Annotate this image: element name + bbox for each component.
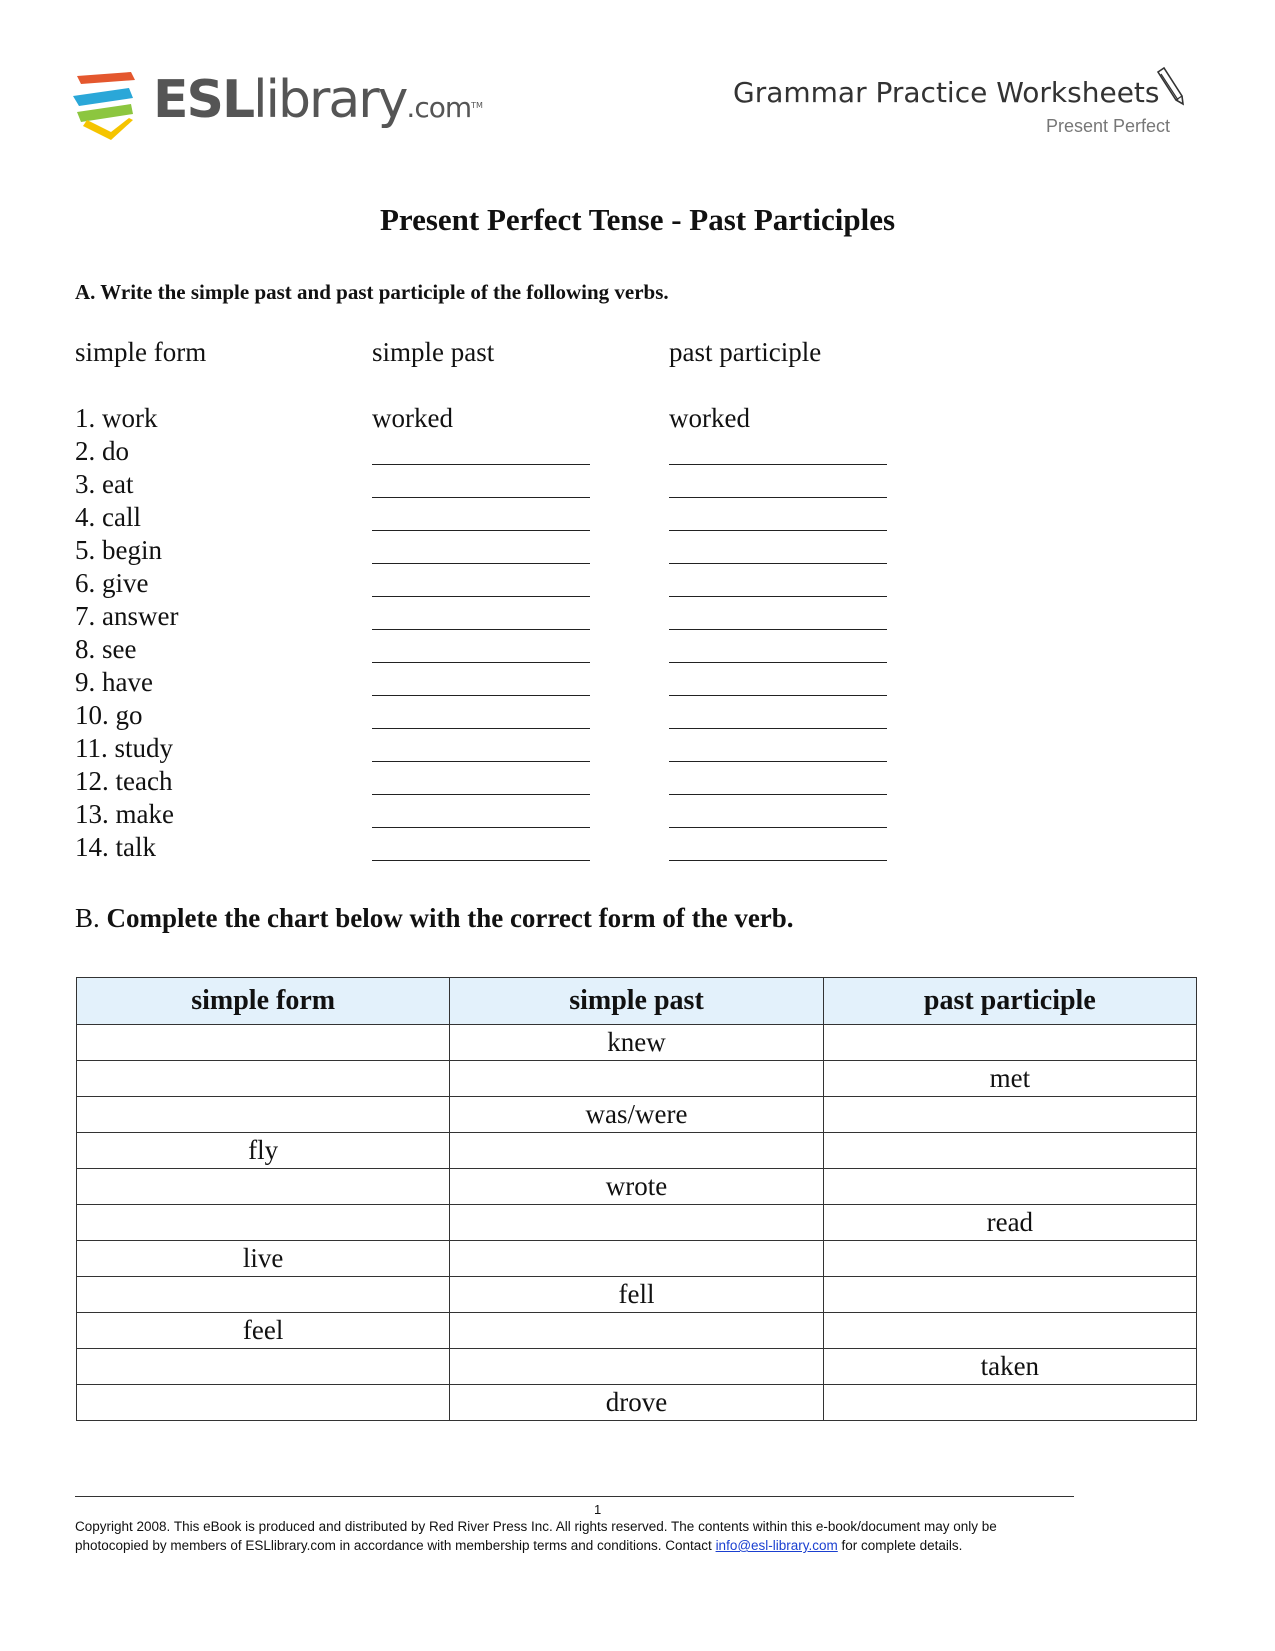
verb-row: [0, 798, 1275, 831]
copyright-notice: [75, 1517, 1095, 1555]
chart-cell-simple-past[interactable]: [450, 1349, 823, 1385]
past-participle-answer-blank[interactable]: [669, 761, 887, 762]
chart-header-row: [77, 978, 1197, 1025]
chart-cell-simple-form[interactable]: [77, 1097, 450, 1133]
past-participle-answer-blank[interactable]: [669, 629, 887, 630]
verb-simple-form: 14. talk: [75, 832, 156, 862]
simple-past-answer-blank[interactable]: [372, 596, 590, 597]
simple-past-answer-blank[interactable]: [372, 695, 590, 696]
verb-row: [0, 534, 1275, 567]
chart-cell-simple-form: feel: [77, 1313, 450, 1349]
verb-simple-form: 5. begin: [75, 535, 162, 565]
verb-simple-form: 4. call: [75, 502, 141, 532]
chart-row: [77, 1277, 1197, 1313]
verb-simple-form: 11. study: [75, 733, 174, 763]
chart-cell-simple-past: wrote: [450, 1169, 823, 1205]
past-participle-answer-blank[interactable]: [669, 530, 887, 531]
past-participle-answer-blank[interactable]: [669, 497, 887, 498]
chart-row: [77, 1349, 1197, 1385]
verb-simple-form: 12. teach: [75, 766, 173, 796]
chart-row: [77, 1313, 1197, 1349]
past-participle-answer-blank[interactable]: [669, 563, 887, 564]
chart-row: [77, 1169, 1197, 1205]
chart-cell-past-participle[interactable]: [823, 1313, 1196, 1349]
series-title: Grammar Practice Worksheets: [733, 76, 1160, 109]
verb-row: [0, 732, 1275, 765]
chart-row: [77, 1133, 1197, 1169]
section-a-instruction: A. Write the simple past and past participle of the following verbs.: [75, 280, 669, 304]
chart-row: [77, 1205, 1197, 1241]
chart-cell-past-participle: read: [823, 1205, 1196, 1241]
verb-row: [0, 633, 1275, 666]
chart-cell-past-participle[interactable]: [823, 1025, 1196, 1061]
chart-cell-simple-form[interactable]: [77, 1025, 450, 1061]
chart-cell-past-participle: met: [823, 1061, 1196, 1097]
chart-cell-simple-past[interactable]: [450, 1313, 823, 1349]
verb-row: [0, 501, 1275, 534]
verb-simple-form: 1. work: [75, 403, 158, 433]
column-header-past-participle: past participle: [669, 337, 822, 367]
past-participle-answer-blank[interactable]: [669, 662, 887, 663]
chart-cell-past-participle[interactable]: [823, 1169, 1196, 1205]
simple-past-answer-blank[interactable]: [372, 530, 590, 531]
chart-cell-past-participle[interactable]: [823, 1241, 1196, 1277]
section-b-text: Complete the chart below with the correct form of the verb.: [106, 903, 794, 933]
simple-past-answer-blank[interactable]: [372, 662, 590, 663]
chart-cell-past-participle: taken: [823, 1349, 1196, 1385]
page-title: Present Perfect Tense - Past Participles: [379, 202, 896, 237]
verb-row: [0, 831, 1275, 864]
past-participle-answer-blank[interactable]: [669, 695, 887, 696]
simple-past-answer-blank[interactable]: [372, 761, 590, 762]
chart-row: [77, 1061, 1197, 1097]
chart-cell-simple-past: knew: [450, 1025, 823, 1061]
simple-past-answer-blank[interactable]: [372, 497, 590, 498]
column-header-simple-form: simple form: [75, 337, 207, 367]
series-subtitle: Present Perfect: [1045, 116, 1170, 136]
verb-row: [0, 765, 1275, 798]
past-participle-answer-blank[interactable]: [669, 794, 887, 795]
chart-header-simple-past: simple past: [450, 978, 823, 1025]
column-header-simple-past: simple past: [372, 337, 495, 367]
verb-past-participle: worked: [669, 403, 750, 433]
chart-cell-simple-form[interactable]: [77, 1205, 450, 1241]
verb-simple-form: 2. do: [75, 436, 129, 466]
simple-past-answer-blank[interactable]: [372, 629, 590, 630]
past-participle-answer-blank[interactable]: [669, 596, 887, 597]
chart-cell-simple-past: fell: [450, 1277, 823, 1313]
chart-cell-simple-past[interactable]: [450, 1205, 823, 1241]
chart-row: [77, 1025, 1197, 1061]
chart-cell-past-participle[interactable]: [823, 1097, 1196, 1133]
chart-cell-simple-past[interactable]: [450, 1241, 823, 1277]
chart-cell-simple-form: fly: [77, 1133, 450, 1169]
chart-header-past-participle: past participle: [823, 978, 1196, 1025]
chart-row: [77, 1385, 1197, 1421]
chart-cell-simple-form: live: [77, 1241, 450, 1277]
chart-cell-past-participle[interactable]: [823, 1133, 1196, 1169]
pencil-icon: [1152, 66, 1186, 106]
verb-row: [0, 600, 1275, 633]
chart-row: [77, 1241, 1197, 1277]
past-participle-answer-blank[interactable]: [669, 860, 887, 861]
verb-simple-form: 9. have: [75, 667, 153, 697]
past-participle-answer-blank[interactable]: [669, 827, 887, 828]
verb-simple-form: 8. see: [75, 634, 137, 664]
page-number: 1: [594, 1502, 602, 1517]
simple-past-answer-blank[interactable]: [372, 563, 590, 564]
chart-header-simple-form: simple form: [77, 978, 450, 1025]
simple-past-answer-blank[interactable]: [372, 464, 590, 465]
verb-row: [0, 435, 1275, 468]
verb-simple-form: 3. eat: [75, 469, 134, 499]
verb-row: [0, 666, 1275, 699]
footer-divider: [75, 1496, 1074, 1497]
verb-row: [0, 699, 1275, 732]
simple-past-answer-blank[interactable]: [372, 860, 590, 861]
chart-cell-past-participle[interactable]: [823, 1385, 1196, 1421]
simple-past-answer-blank[interactable]: [372, 827, 590, 828]
chart-cell-simple-past: drove: [450, 1385, 823, 1421]
chart-cell-simple-past[interactable]: [450, 1061, 823, 1097]
verb-simple-past: worked: [372, 403, 453, 433]
verb-simple-form: 10. go: [75, 700, 143, 730]
chart-cell-past-participle[interactable]: [823, 1277, 1196, 1313]
copyright-line-1: Copyright 2008. This eBook is produced and distributed by Red River Press Inc. All rights reserved. The contents within this e-book/document may only be: [75, 1519, 997, 1534]
chart-row: [77, 1097, 1197, 1133]
simple-past-answer-blank[interactable]: [372, 728, 590, 729]
esl-library-logo: [73, 66, 483, 146]
verb-simple-form: 13. make: [75, 799, 174, 829]
section-b-instruction: [75, 903, 794, 934]
past-participle-answer-blank[interactable]: [669, 464, 887, 465]
chart-cell-simple-past: was/were: [450, 1097, 823, 1133]
copyright-line-2-start: photocopied by members of ESLlibrary.com in accordance with membership terms and conditions. Contact: [75, 1538, 716, 1553]
verb-simple-form: 7. answer: [75, 601, 179, 631]
chart-cell-simple-form[interactable]: [77, 1061, 450, 1097]
verb-chart: [76, 977, 1197, 1421]
past-participle-answer-blank[interactable]: [669, 728, 887, 729]
chart-cell-simple-form[interactable]: [77, 1349, 450, 1385]
verb-row: [0, 567, 1275, 600]
chart-cell-simple-form[interactable]: [77, 1277, 450, 1313]
simple-past-answer-blank[interactable]: [372, 794, 590, 795]
logo-wordmark: ESLlibrary.com™: [153, 70, 483, 130]
chart-cell-simple-form[interactable]: [77, 1385, 450, 1421]
verb-row: [0, 402, 1275, 435]
contact-email-link[interactable]: info@esl-library.com: [715, 1538, 838, 1553]
book-stack-icon: [73, 70, 143, 142]
verb-row: [0, 468, 1275, 501]
copyright-line-2-end: for complete details.: [837, 1538, 963, 1553]
section-b-letter: B.: [75, 903, 100, 933]
chart-cell-simple-past[interactable]: [450, 1133, 823, 1169]
verb-simple-form: 6. give: [75, 568, 149, 598]
chart-cell-simple-form[interactable]: [77, 1169, 450, 1205]
